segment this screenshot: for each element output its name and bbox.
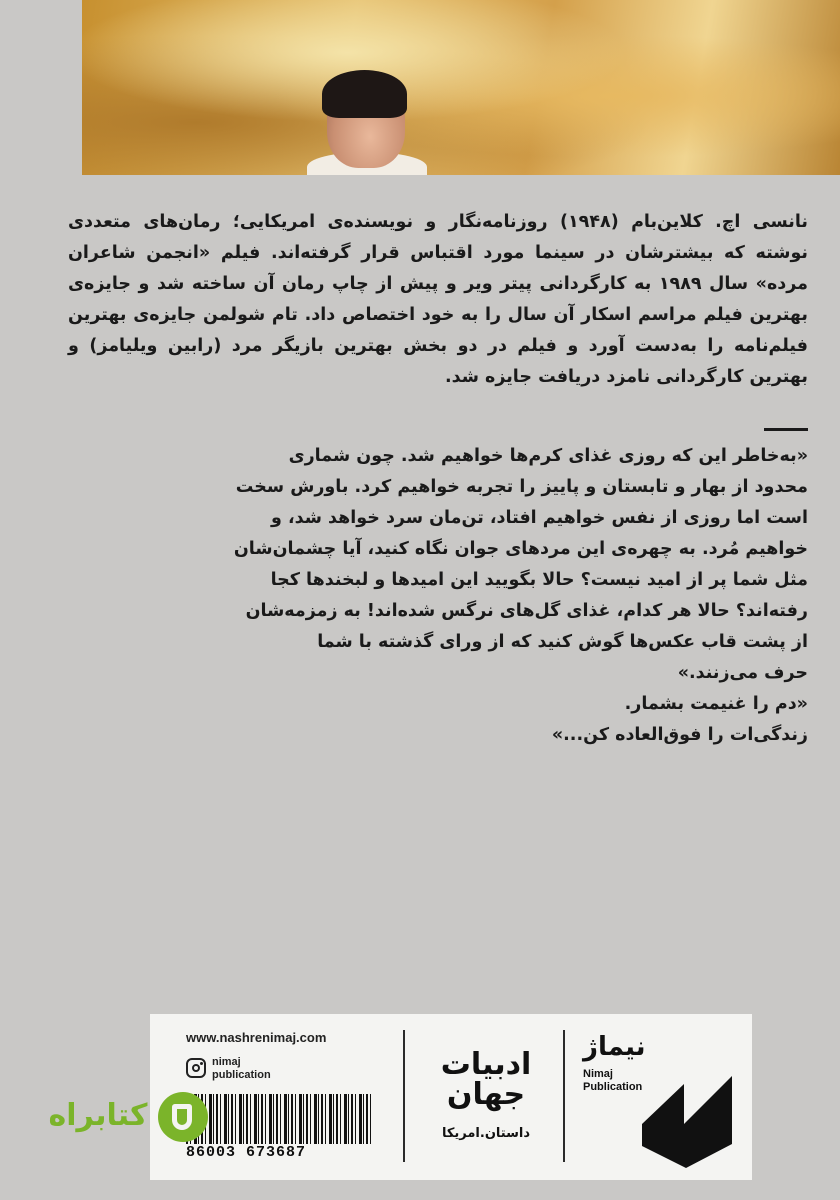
site-watermark-logo <box>40 1092 210 1152</box>
quote-line: زندگی‌ات را فوق‌العاده کن...» <box>551 725 808 745</box>
publisher-mark-icon <box>642 1072 732 1168</box>
quote-line: است اما روزی از نفس خواهیم افتاد، تن‌مان سرد خواهد شد، و <box>271 508 808 528</box>
quote-line: مثل شما پر از امید نیست؟ حالا بگویید این امیدها و لبخندها کجا <box>270 570 808 590</box>
instagram-handle-line2: publication <box>212 1069 271 1081</box>
barcode-number: 86003 673687 <box>186 1144 374 1161</box>
footer-divider <box>563 1030 565 1162</box>
publisher-website[interactable]: www.nashrenimaj.com <box>186 1030 327 1045</box>
series-title-line1: ادبیات <box>440 1047 532 1082</box>
book-quote <box>68 441 808 751</box>
barcode <box>186 1094 374 1144</box>
instagram-icon <box>186 1058 206 1078</box>
footer-divider <box>403 1030 405 1162</box>
publisher-name-en <box>583 1068 642 1094</box>
quote-line: محدود از بهار و تابستان و پاییز را تجربه خواهیم کرد. باورش سخت <box>235 477 808 497</box>
series-title <box>426 1047 546 1112</box>
instagram-handle-line1: nimaj <box>212 1056 241 1068</box>
person-hair <box>322 70 407 118</box>
quote-line: خواهیم مُرد. به چهره‌ی این مردهای جوان نگاه کنید، آیا چشمان‌شان <box>233 539 808 559</box>
publisher-logo: نیماژ <box>583 1032 646 1062</box>
site-watermark-text: کتابراه <box>48 1098 148 1133</box>
series-title-line2: جهان <box>446 1077 526 1112</box>
quote-line: «به‌خاطر این که روزی غذای کرم‌ها خواهیم شد. چون شماری <box>288 446 808 466</box>
back-cover-footer <box>150 1014 752 1180</box>
quote-line: حرف می‌زنند.» <box>677 663 808 683</box>
publisher-name-en-line1: Nimaj <box>583 1068 613 1080</box>
series-subtitle: داستان.امریکا <box>441 1126 531 1141</box>
bag-icon <box>158 1092 208 1142</box>
cover-photo <box>82 0 840 175</box>
section-divider <box>764 428 808 431</box>
quote-line: رفته‌اند؟ حالا هر کدام، غذای گل‌های نرگس شده‌اند! به زمزمه‌شان <box>245 601 808 621</box>
quote-line: «دم را غنیمت بشمار. <box>624 694 808 714</box>
publisher-name-en-line2: Publication <box>583 1081 643 1093</box>
instagram-handle <box>212 1056 271 1082</box>
bio-paragraph: نانسی اچ. کلاین‌بام (۱۹۴۸) روزنامه‌نگار و نویسنده‌ی امریکایی؛ رمان‌های متعددی نوشته که بیشترشان در سینما مورد اقتباس قرار گرفته‌اند. فیلم «انجمن شاعران مرده» سال ۱۹۸۹ به کارگردانی پیتر ویر و پیش از چاپ رمان آن ساخته شد و جایزه‌ی بهترین فیلم مراسم اسکار آن سال را به خود اختصاص داد. تام شولمن جایزه‌ی بهترین فیلم‌نامه را به‌دست آورد و فیلم در دو بخش بهترین بازیگر مرد (رابین ویلیامز) و بهترین کارگردانی نامزد دریافت جایزه شد. <box>68 212 808 387</box>
quote-line: از پشت قاب عکس‌ها گوش کنید که از ورای گذشته با شما <box>317 632 808 652</box>
author-bio <box>68 207 808 393</box>
